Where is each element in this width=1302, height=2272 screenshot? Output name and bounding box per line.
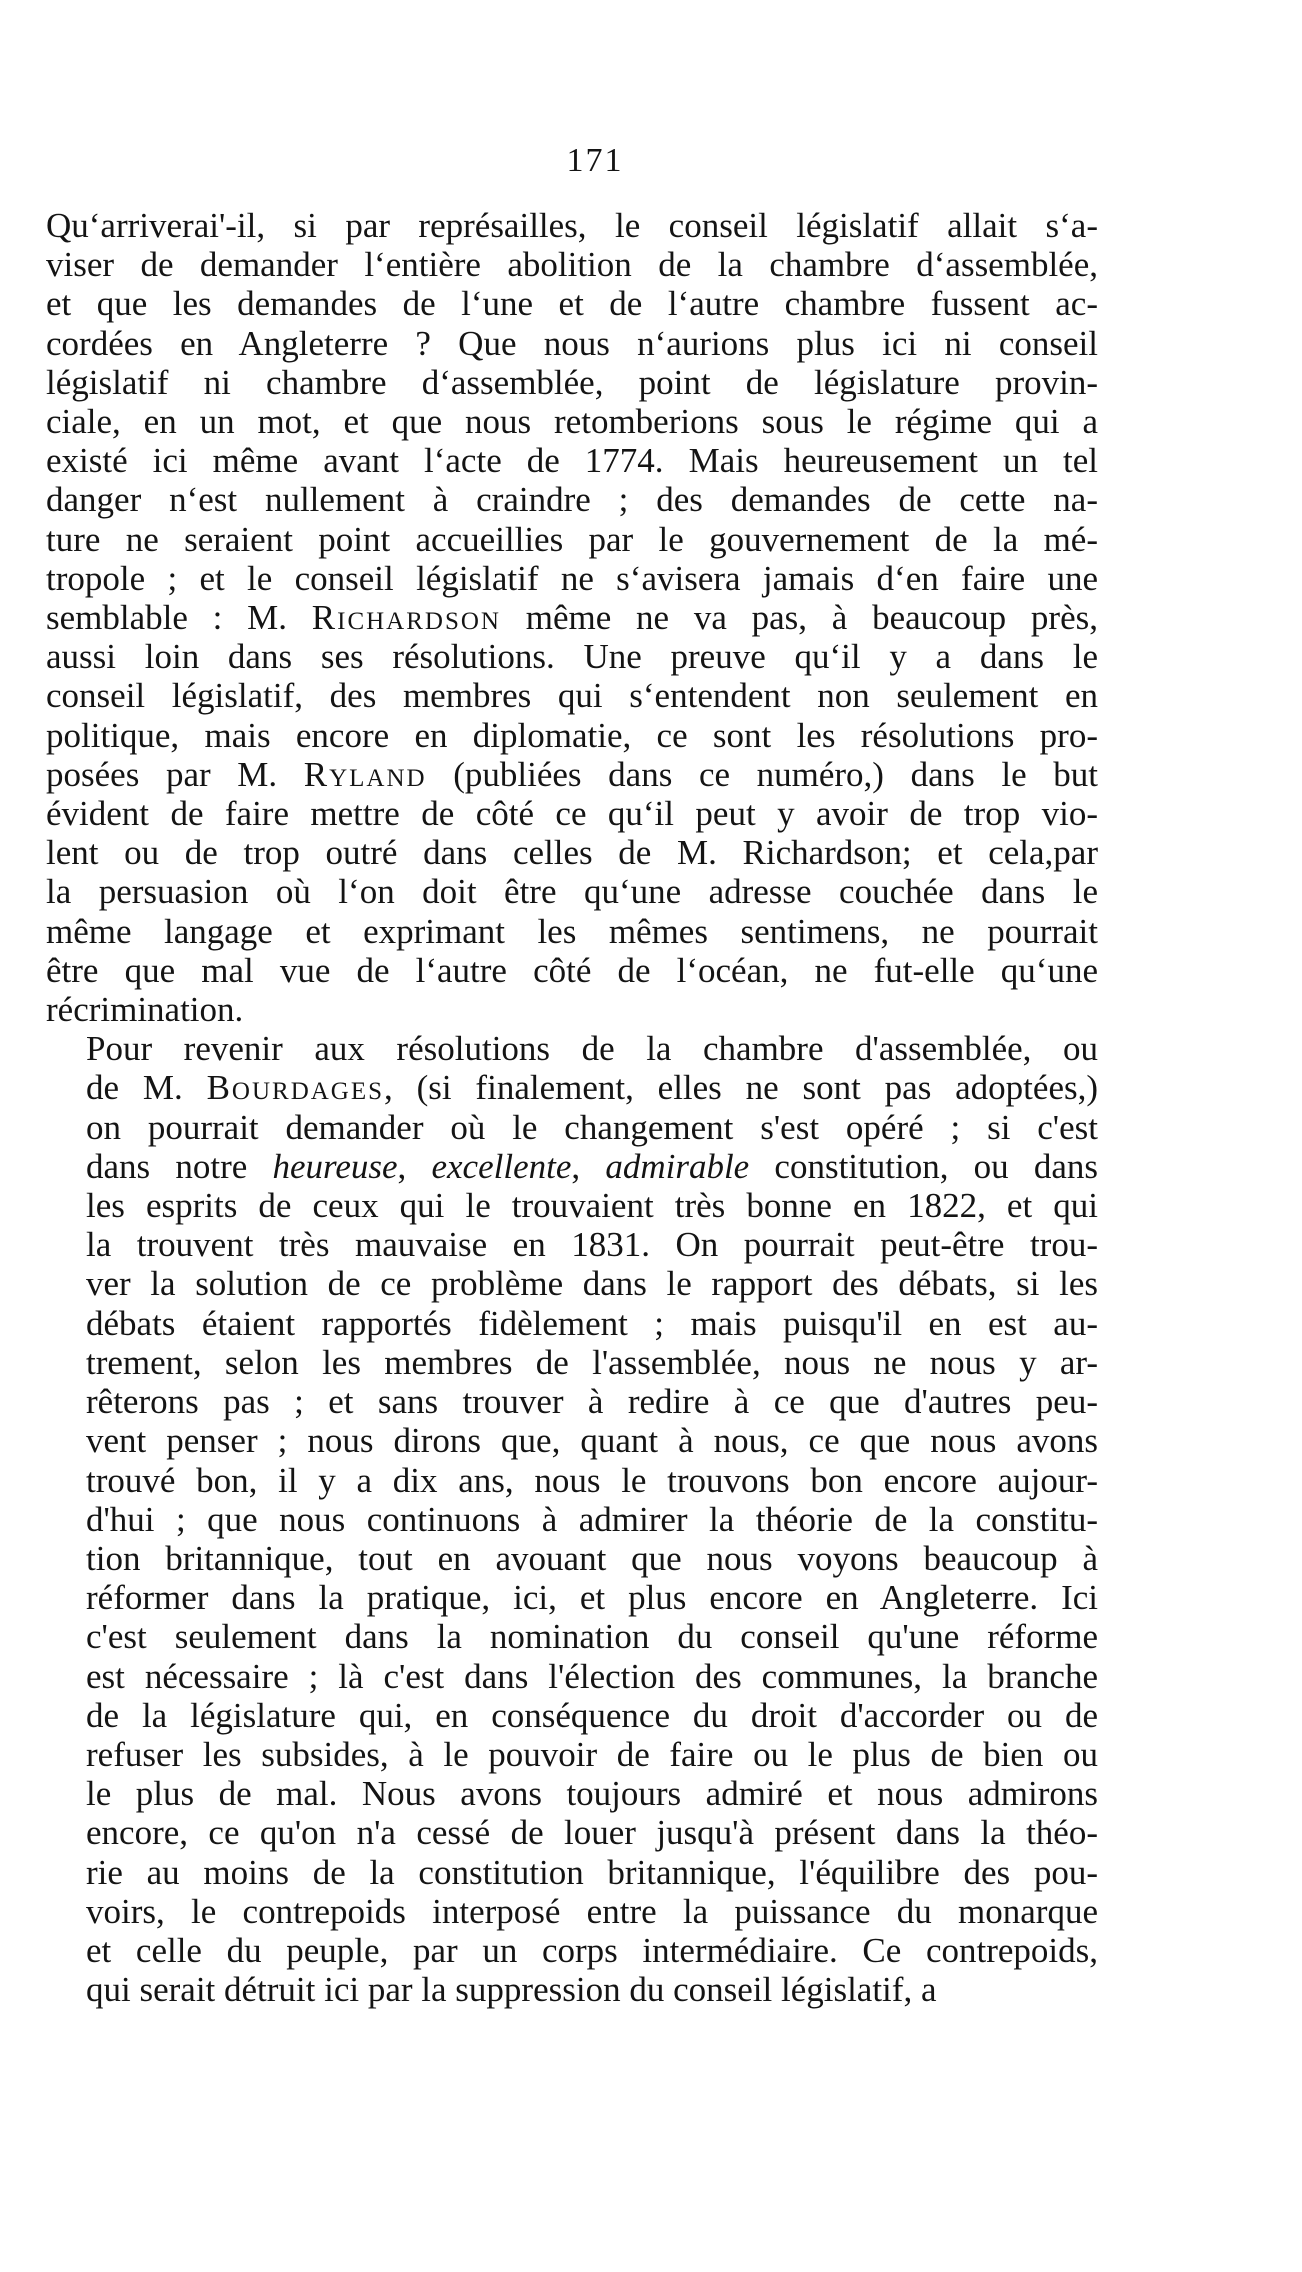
text-run: est nécessaire ; là c'est dans l'élection des communes, la branche bbox=[86, 1656, 1098, 1696]
page-number: 171 bbox=[566, 142, 624, 179]
text-line bbox=[46, 1029, 1098, 1068]
text-line bbox=[46, 1774, 1098, 1813]
text-run: c'est seulement dans la nomination du conseil qu'une réforme bbox=[86, 1617, 1098, 1657]
text-run: on pourrait demander où le changement s'est opéré ; si c'est bbox=[86, 1107, 1098, 1147]
text-run: conseil législatif, des membres qui s‘entendent non seulement en bbox=[46, 676, 1098, 716]
text-line bbox=[46, 637, 1098, 676]
text-run: semblable : M. bbox=[46, 598, 312, 638]
text-run: être que mal vue de l‘autre côté de l‘océan, ne fut-elle qu‘une bbox=[46, 950, 1098, 990]
text-run: aussi loin dans ses résolutions. Une preuve qu‘il y a dans le bbox=[46, 637, 1098, 677]
text-line bbox=[46, 1813, 1098, 1852]
text-line bbox=[46, 1735, 1098, 1774]
italic-word: excellente bbox=[431, 1146, 572, 1186]
text-line bbox=[46, 1225, 1098, 1264]
text-run: trement, selon les membres de l'assemblée, nous ne nous y ar- bbox=[86, 1342, 1098, 1382]
text-run: tropole ; et le conseil législatif ne s‘avisera jamais d‘en faire une bbox=[46, 558, 1098, 598]
text-line bbox=[46, 1343, 1098, 1382]
text-run: (publiées dans ce numéro,) dans le but bbox=[426, 754, 1098, 794]
text-run: rêterons pas ; et sans trouver à redire à ce que d'autres peu- bbox=[86, 1382, 1098, 1422]
text-line bbox=[46, 480, 1098, 519]
text-run: cordées en Angleterre ? Que nous n‘aurions plus ici ni conseil bbox=[46, 323, 1098, 363]
text-run: la trouvent très mauvaise en 1831. On pourrait peut-être trou- bbox=[86, 1225, 1098, 1265]
text-run: tion britannique, tout en avouant que nous voyons beaucoup à bbox=[86, 1538, 1098, 1578]
text-line bbox=[46, 1539, 1098, 1578]
person-name: Bourdages bbox=[206, 1068, 385, 1108]
text-run: récrimination. bbox=[46, 990, 244, 1030]
paragraph bbox=[46, 1029, 1098, 2009]
text-line bbox=[46, 1461, 1098, 1500]
text-line bbox=[46, 755, 1098, 794]
text-run: même ne va pas, à beaucoup près, bbox=[500, 598, 1098, 638]
text-line bbox=[46, 1853, 1098, 1892]
text-line bbox=[46, 1304, 1098, 1343]
text-run: , bbox=[397, 1146, 432, 1186]
text-line bbox=[46, 1578, 1098, 1617]
text-run: le plus de mal. Nous avons toujours admiré et nous admirons bbox=[86, 1774, 1098, 1814]
text-run: vent penser ; nous dirons que, quant à nous, ce que nous avons bbox=[86, 1421, 1098, 1461]
text-run: débats étaient rapportés fidèlement ; mais puisqu'il en est au- bbox=[86, 1303, 1098, 1343]
text-run: voirs, le contrepoids interposé entre la puissance du monarque bbox=[86, 1891, 1098, 1931]
text-run: de la législature qui, en conséquence du droit d'accorder ou de bbox=[86, 1695, 1098, 1735]
text-run: Qu‘arriverai'-il, si par représailles, le conseil législatif allait s‘a- bbox=[46, 206, 1098, 245]
text-run: et que les demandes de l‘une et de l‘autre chambre fussent ac- bbox=[46, 284, 1098, 324]
text-line bbox=[46, 990, 1098, 1029]
text-line bbox=[46, 1147, 1098, 1186]
text-run: évident de faire mettre de côté ce qu‘il peut y avoir de trop vio- bbox=[46, 794, 1098, 834]
text-line bbox=[46, 1108, 1098, 1147]
text-line bbox=[46, 441, 1098, 480]
text-line bbox=[46, 245, 1098, 284]
text-run: rie au moins de la constitution britannique, l'équilibre des pou- bbox=[86, 1852, 1098, 1892]
text-run: viser de demander l‘entière abolition de la chambre d‘assemblée, bbox=[46, 245, 1098, 285]
text-line bbox=[46, 324, 1098, 363]
text-line bbox=[46, 1931, 1098, 1970]
text-run: lent ou de trop outré dans celles de M. Richardson; et cela,par bbox=[46, 833, 1098, 873]
text-run: constitution, ou dans bbox=[749, 1146, 1099, 1186]
text-run: Pour revenir aux résolutions de la chambre d'assemblée, ou bbox=[86, 1029, 1098, 1069]
text-run: encore, ce qu'on n'a cessé de louer jusqu'à présent dans la théo- bbox=[86, 1813, 1098, 1853]
text-run: législatif ni chambre d‘assemblée, point de législature provin- bbox=[46, 362, 1098, 402]
text-run: ciale, en un mot, et que nous retomberions sous le régime qui a bbox=[46, 402, 1098, 442]
text-run: , bbox=[571, 1146, 606, 1186]
text-run: les esprits de ceux qui le trouvaient très bonne en 1822, et qui bbox=[86, 1186, 1098, 1226]
text-run: ture ne seraient point accueillies par le gouvernement de la mé- bbox=[46, 519, 1098, 559]
text-line bbox=[46, 1421, 1098, 1460]
text-line bbox=[46, 676, 1098, 715]
text-line bbox=[46, 912, 1098, 951]
text-line bbox=[46, 598, 1098, 637]
text-line bbox=[46, 520, 1098, 559]
text-line bbox=[46, 833, 1098, 872]
text-line bbox=[46, 1382, 1098, 1421]
text-run: qui serait détruit ici par la suppression du conseil législatif, a bbox=[86, 1970, 937, 2010]
text-line bbox=[46, 559, 1098, 598]
text-run: la persuasion où l‘on doit être qu‘une adresse couchée dans le bbox=[46, 872, 1098, 912]
text-run: trouvé bon, il y a dix ans, nous le trouvons bon encore aujour- bbox=[86, 1460, 1098, 1500]
person-name: Ryland bbox=[303, 754, 427, 794]
text-run: existé ici même avant l‘acte de 1774. Mais heureusement un tel bbox=[46, 441, 1098, 481]
text-line bbox=[46, 1264, 1098, 1303]
text-line bbox=[46, 1617, 1098, 1656]
italic-word: heureuse bbox=[272, 1146, 398, 1186]
text-run: et celle du peuple, par un corps intermédiaire. Ce contrepoids, bbox=[86, 1930, 1098, 1970]
text-run: danger n‘est nullement à craindre ; des demandes de cette na- bbox=[46, 480, 1098, 520]
body-text bbox=[46, 206, 1098, 2009]
text-line bbox=[46, 284, 1098, 323]
text-line bbox=[46, 1657, 1098, 1696]
text-run: ver la solution de ce problème dans le rapport des débats, si les bbox=[86, 1264, 1098, 1304]
text-run: refuser les subsides, à le pouvoir de faire ou le plus de bien ou bbox=[86, 1734, 1098, 1774]
text-line bbox=[46, 716, 1098, 755]
text-run: même langage et exprimant les mêmes sentimens, ne pourrait bbox=[46, 911, 1098, 951]
text-line bbox=[46, 1970, 1098, 2009]
text-line bbox=[46, 951, 1098, 990]
text-line bbox=[46, 1696, 1098, 1735]
text-line bbox=[46, 1892, 1098, 1931]
paragraph bbox=[46, 206, 1098, 1029]
text-run: de M. bbox=[86, 1068, 207, 1108]
text-line bbox=[46, 1186, 1098, 1225]
text-line bbox=[46, 1068, 1098, 1107]
text-run: posées par M. bbox=[46, 754, 304, 794]
text-run: dans notre bbox=[86, 1146, 273, 1186]
text-run: politique, mais encore en diplomatie, ce sont les résolutions pro- bbox=[46, 715, 1098, 755]
text-line bbox=[46, 402, 1098, 441]
text-line bbox=[46, 206, 1098, 245]
text-line bbox=[46, 872, 1098, 911]
italic-word: admirable bbox=[605, 1146, 750, 1186]
text-line bbox=[46, 794, 1098, 833]
text-run: d'hui ; que nous continuons à admirer la théorie de la constitu- bbox=[86, 1499, 1098, 1539]
text-line bbox=[46, 1500, 1098, 1539]
text-line bbox=[46, 363, 1098, 402]
text-run: , (si finalement, elles ne sont pas adoptées,) bbox=[384, 1068, 1098, 1108]
person-name: Richardson bbox=[311, 598, 501, 638]
text-run: réformer dans la pratique, ici, et plus encore en Angleterre. Ici bbox=[86, 1578, 1098, 1618]
